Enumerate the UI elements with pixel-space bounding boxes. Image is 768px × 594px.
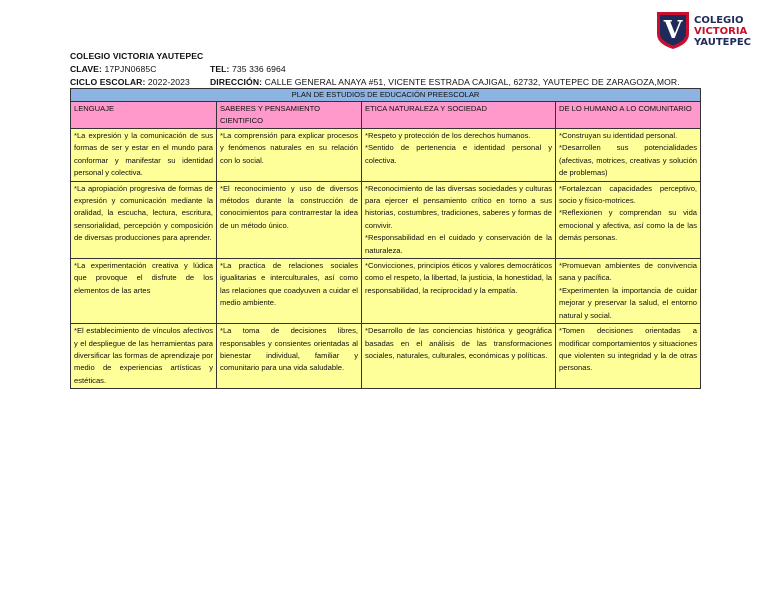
table-cell — [71, 129, 217, 182]
tel-label: TEL: — [210, 64, 230, 74]
table-cell — [71, 181, 217, 258]
table-cell — [556, 129, 701, 182]
cell-paragraph: *La toma de decisiones libres, responsables y consientes orientadas al bienestar individual, familiar y comunitario para una vida saludable. — [220, 326, 358, 373]
cell-paragraph: *Desarrollen sus potencialidades (afectivas, motrices, creativas y solución de problemas) — [559, 143, 698, 178]
table-cell — [362, 324, 556, 389]
cell-paragraph: *Tomen decisiones orientadas a modificar comportamientos y situaciones que violenten su integridad y la de otras personas. — [559, 326, 698, 373]
school-logo — [655, 10, 763, 50]
tel-line — [210, 64, 286, 74]
cell-paragraph: *La apropiación progresiva de formas de expresión y comunicación mediante la oralidad, la escucha, lectura, escritura, sensorialidad, percepción y composición de diversas producciones para aprender. — [74, 183, 213, 243]
ciclo-label: CICLO ESCOLAR: — [70, 77, 146, 87]
column-header: SABERES Y PENSAMIENTO CIENTIFICO — [217, 102, 362, 129]
table-cell — [362, 181, 556, 258]
cell-paragraph: *Convicciones, principios éticos y valores democráticos como el respeto, la libertad, la justicia, la honestidad, la responsabilidad, la reciprocidad y la empatía. — [365, 261, 552, 295]
cell-paragraph: *Reflexionen y comprendan su vida emocional y afectiva, así como la de las demás personas. — [559, 208, 698, 243]
cell-paragraph: *Promuevan ambientes de convivencia sana y pacífica. — [559, 261, 698, 283]
direccion-line — [210, 77, 680, 87]
logo-line2: VICTORIA — [694, 26, 748, 37]
cell-paragraph: *La practica de relaciones sociales igualitarias e interculturales, así como las relaciones que coadyuven a cuidar el medio ambiente. — [220, 261, 358, 308]
school-name: COLEGIO VICTORIA YAUTEPEC — [70, 51, 204, 61]
table-cell — [217, 324, 362, 389]
logo-line3: YAUTEPEC — [694, 37, 751, 48]
column-header: DE LO HUMANO A LO COMUNITARIO — [556, 102, 701, 129]
table-row — [71, 181, 701, 258]
cell-paragraph: *La comprensión para explicar procesos y fenómenos naturales en su relación con lo social. — [220, 131, 358, 165]
cell-paragraph: *El reconocimiento y uso de diversos métodos durante la construcción de conocimientos para contrarrestar la idea de un método único. — [220, 183, 358, 230]
table-cell — [556, 181, 701, 258]
table-row — [71, 259, 701, 324]
logo-letter: V — [663, 15, 683, 44]
clave-line — [70, 64, 157, 74]
table-row — [71, 129, 701, 182]
table-cell — [362, 259, 556, 324]
tel-value: 735 336 6964 — [232, 64, 286, 74]
cell-paragraph: *Experimenten la importancia de cuidar mejorar y preservar la salud, el entorno natural y social. — [559, 285, 698, 320]
logo-line1: COLEGIO — [694, 15, 744, 26]
table-cell — [217, 129, 362, 182]
table-cell — [217, 259, 362, 324]
column-header-row — [71, 102, 701, 129]
cell-paragraph: *Respeto y protección de los derechos humanos. — [365, 131, 531, 140]
study-plan-table — [70, 88, 701, 389]
cell-paragraph: *La expresión y la comunicación de sus formas de ser y estar en el mundo para conformar y manifestar su identidad personal y colectiva. — [74, 131, 213, 178]
cell-paragraph: *Responsabilidad en el cuidado y conservación de la naturaleza. — [365, 233, 552, 255]
table-cell — [556, 259, 701, 324]
cell-paragraph: *La experimentación creativa y lúdica que provoque el disfrute de los elementos de las artes — [74, 261, 213, 295]
cell-paragraph: *Construyan su identidad personal. — [559, 131, 678, 140]
table-body — [71, 129, 701, 389]
cell-paragraph: *Sentido de pertenencia e identidad personal y colectiva. — [365, 143, 552, 165]
ciclo-line — [70, 77, 190, 87]
clave-label: CLAVE: — [70, 64, 102, 74]
column-header: LENGUAJE — [71, 102, 217, 129]
ciclo-value: 2022-2023 — [147, 77, 190, 87]
table-cell — [556, 324, 701, 389]
cell-paragraph: *Fortalezcan capacidades perceptivo, socio y físico-motrices. — [559, 183, 698, 206]
direccion-value: CALLE GENERAL ANAYA #51, VICENTE ESTRADA CAJIGAL, 62732, YAUTEPEC DE ZARAGOZA,MOR. — [264, 77, 680, 87]
table-cell — [362, 129, 556, 182]
clave-value: 17PJN0685C — [104, 64, 157, 74]
column-header: ETICA NATURALEZA Y SOCIEDAD — [362, 102, 556, 129]
cell-paragraph: *Reconocimiento de las diversas sociedades y culturas para ejercer el pensamiento crítico en torno a sus historias, costumbres, tradiciones, saberes y formas de convivir. — [365, 183, 552, 230]
table-cell — [217, 181, 362, 258]
table-cell — [71, 324, 217, 389]
table-cell — [71, 259, 217, 324]
table-row — [71, 324, 701, 389]
direccion-label: DIRECCIÓN: — [210, 77, 263, 87]
table-title: PLAN DE ESTUDIOS DE EDUCACIÓN PREESCOLAR — [71, 89, 701, 102]
cell-paragraph: *Desarrollo de las conciencias histórica y geográfica basadas en el análisis de las transformaciones sociales, naturales, culturales, económicas y políticas. — [365, 326, 552, 360]
cell-paragraph: *El establecimiento de vínculos afectivos y el despliegue de las herramientas para diversificar las formas de aprendizaje por medio de experiencias artísticas y estéticas. — [74, 326, 213, 385]
